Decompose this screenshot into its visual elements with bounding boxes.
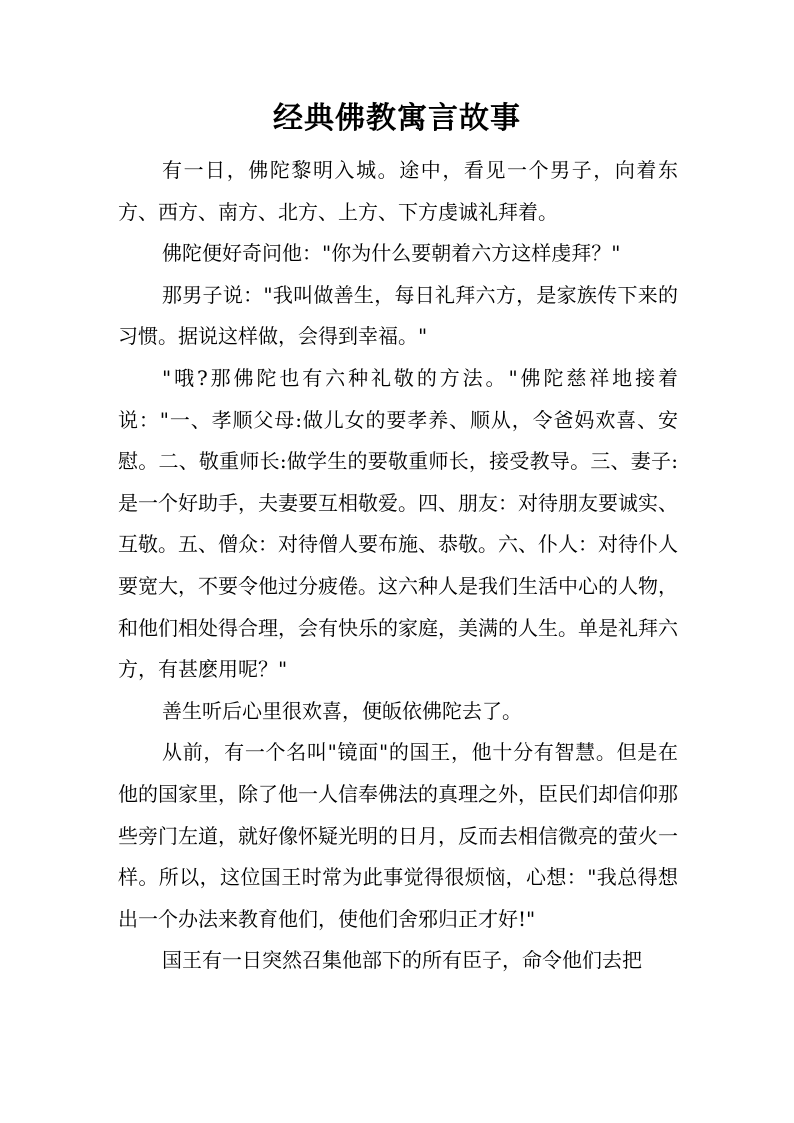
- document-title: 经典佛教寓言故事: [273, 101, 521, 136]
- paragraph: 有一日，佛陀黎明入城。途中，看见一个男子，向着东方、西方、南方、北方、上方、下方虔诚礼拜着。: [118, 158, 678, 224]
- paragraph: 国王有一日突然召集他部下的所有臣子，命令他们去把: [162, 948, 642, 973]
- document-body: [118, 150, 678, 982]
- paragraph: 从前，有一个名叫"镜面"的国王，他十分有智慧。但是在他的国家里，除了他一人信奉佛法的真理之外，臣民们却信仰那些旁门左道，就好像怀疑光明的日月，反而去相信微亮的萤火一样。所以，这位国王时常为此事觉得很烦恼，心想："我总得想出一个办法来教育他们，使他们舍邪归正才好!": [118, 740, 678, 931]
- paragraph: 佛陀便好奇问他："你为什么要朝着六方这样虔拜？": [162, 241, 621, 266]
- paragraph: 善生听后心里很欢喜，便皈依佛陀去了。: [162, 698, 522, 723]
- paragraph: "哦?那佛陀也有六种礼敬的方法。"佛陀慈祥地接着说："一、孝顺父母:做儿女的要孝养、顺从，令爸妈欢喜、安慰。二、敬重师长:做学生的要敬重师长，接受教导。三、妻子:是一个好助手，夫妻要互相敬爱。四、朋友：对待朋友要诚实、互敬。五、僧众：对待僧人要布施、恭敬。六、仆人：对待仆人要宽大，不要令他过分疲倦。这六种人是我们生活中心的人物，和他们相处得合理，会有快乐的家庭，美满的人生。单是礼拜六方，有甚麽用呢？": [118, 365, 678, 682]
- paragraph: 那男子说："我叫做善生，每日礼拜六方，是家族传下来的习惯。据说这样做，会得到幸福。": [118, 282, 678, 349]
